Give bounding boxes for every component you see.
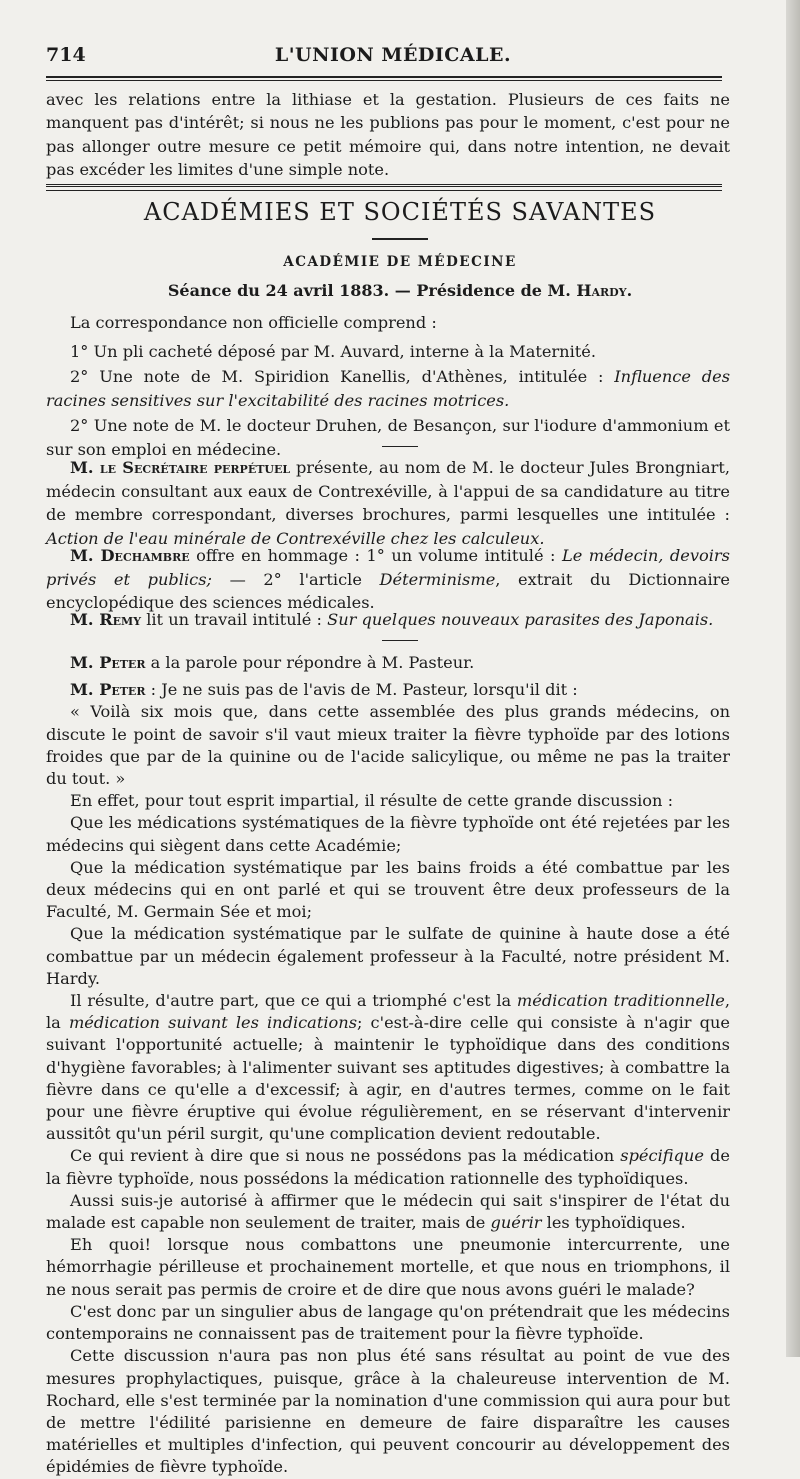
intro-text: avec les relations entre la lithiase et la gestation. Plusieurs de ces faits ne manquent pas d'intérêt; si nous ne les publions pas pour le moment, c'est pour ne pas allonger outre mesure ce petit mémoire qui, dans notre intention, ne devait pas excéder les limites d'une simple note. [46, 90, 730, 179]
peter-p6: Il résulte, d'autre part, que ce qui a triomphé c'est la médication traditionnelle, la médication suivant les indications; c'est-à-dire celle qui consiste à n'agir que suivant l'opportunité actuelle; à maintenir le typhoïdique dans des conditions d'hygiène favorables; à l'alimenter suivant ses aptitudes digestives; à combattre la fièvre dans ce qu'elle a d'excessif; à agir, en d'autres termes, comme on le fait pour une fièvre éruptive qui évolue régulièrement, en se réservant d'intervenir aussitôt qu'un péril surgit, qu'une complication devient redoutable. [46, 991, 730, 1144]
peter-p4: Que la médication systématique par les bains froids a été combattue par les deux médecins qui en ont parlé et qui se trouvent être deux professeurs de la Faculté, M. Germain Sée et moi; [46, 857, 730, 922]
peter-p2: En effet, pour tout esprit impartial, il résulte de cette grande discussion : [70, 791, 674, 811]
peter-p11: Cette discussion n'aura pas non plus été sans résultat au point de vue des mesures prophylactiques, puisque, grâce à la chaleureuse intervention de M. Rochard, elle s'est terminée par la nomination d'une commission qui aura pour but de mettre l'édilité parisienne en demeure de faire disparaître les causes matérielles et multiples d'infection, qui peuvent concourir au développement des épidémies de fièvre typhoïde. [46, 1346, 730, 1477]
peter-p5: Que la médication systématique par le sulfate de quinine à haute dose a été combattue par un médecin également professeur à la Faculté, notre président M. Hardy. [46, 924, 730, 988]
seance-end: . [626, 281, 633, 300]
president-name: Hardy [576, 281, 627, 300]
header-rule-thin [46, 80, 722, 81]
peter-name: M. Peter [70, 653, 146, 672]
title-underline [372, 238, 428, 240]
divider-2 [382, 640, 418, 641]
peter-p7: Ce qui revient à dire que si nous ne possédons pas la médication spécifique de la fièvre typhoïde, nous possédons la médication rationnelle des typhoïdiques. [46, 1146, 731, 1188]
dechambre-paragraph: M. Dechambre offre en hommage : 1° un volume intitulé : Le médecin, devoirs privés et publics; — 2° l'article Déterminisme, extrait du Dictionnaire encyclopédique des sciences médicales. [46, 546, 730, 613]
page-header [46, 44, 740, 74]
secretaire-work-title: Action de l'eau minérale de Contrexéville chez les calculeux. [46, 528, 545, 548]
peter-p8: Aussi suis-je autorisé à affirmer que le médecin qui sait s'inspirer de l'état du malade est capable non seulement de traiter, mais de guérir les typhoïdiques. [46, 1190, 730, 1233]
secretaire-name: M. le Secrétaire perpétuel [70, 458, 291, 477]
header-rule [46, 76, 722, 78]
dechambre-name: M. Dechambre [70, 546, 190, 565]
correspondance-item-3: 2° Une note de M. le docteur Druhen, de Besançon, sur l'iodure d'ammonium et sur son emploi en médecine. [46, 416, 730, 459]
seance-line [0, 281, 800, 300]
peter-p10: C'est donc par un singulier abus de langage qu'on prétendrait que les médecins contemporains ne connaissent pas de traitement pour la fièvre typhoïde. [46, 1301, 730, 1344]
running-title: L'UNION MÉDICALE. [274, 44, 512, 66]
correspondance-block [46, 311, 730, 462]
correspondance-intro: La correspondance non officielle comprend : [70, 313, 437, 332]
secretaire-paragraph: M. le Secrétaire perpétuel présente, au nom de M. le docteur Jules Brongniart, médecin consultant aux eaux de Contrexéville, à l'appui de sa candidature au titre de membre correspondant, diverses brochures, parmi lesquelles une intitulée : Action de l'eau minérale de Contrexéville chez les calculeux. [46, 458, 731, 548]
peter-discourse: M. Peter a la parole pour répondre à M. Pasteur. M. Peter : Je ne suis pas de l'avis de M. Pasteur, lorsqu'il dit : « Voilà six mois que, dans cette assemblée des plus grands médecins, on discute le point de savoir s'il vaut mieux traiter la fièvre typhoïde par des lotions froides que par de la quinine ou de l'acide salicylique, ou même ne pas la traiter du tout. » En effet, pour tout esprit impartial, il résulte de cette grande discussion : Que les médications systématiques de la fièvre typhoïde ont été rejetées par les médecins qui siègent dans cette Académie; Que la médication systématique par les bains froids a été combattue par les deux médecins qui en ont parlé et qui se trouvent être deux professeurs de la Faculté, M. Germain Sée et moi; Que la médication systématique par le sulfate de quinine à haute dose a été combattue par un médecin également professeur à la Faculté, notre président M. Hardy. Il résulte, d'autre part, que ce qui a triomphé c'est la médication traditionnelle, la médication suivant les indications; c'est-à-dire celle qui consiste à n'agir que suivant l'opportunité actuelle; à maintenir le typhoïdique dans des conditions d'hygiène favorables; à l'alimenter suivant ses aptitudes digestives; à combattre la fièvre dans ce qu'elle a d'excessif; à agir, en d'autres termes, comme on le fait pour une fièvre éruptive qui évolue régulièrement, en se réservant d'intervenir aussitôt qu'un péril surgit, qu'une complication devient redoutable. Ce qui revient à dire que si nous ne possédons pas la médication spécifique de la fièvre typhoïde, nous possédons la médication rationnelle des typhoïdiques. Aussi suis-je autorisé à affirmer que le médecin qui sait s'inspirer de l'état du malade est capable non seulement de traiter, mais de guérir les typhoïdiques. Eh quoi! lorsque nous combattons une pneumonie intercurrente, une hémorrhagie périlleuse et prochainement mortelle, et que nous en triomphons, il ne nous serait pas permis de croire et de dire que nous avons guéri le malade? C'est donc par un singulier abus de langage qu'on prétendrait que les médecins contemporains ne connaissent pas de traitement pour la fièvre typhoïde. Cette discussion n'aura pas non plus été sans résultat au point de vue des mesures prophylactiques, puisque, grâce à la chaleureuse intervention de M. Rochard, elle s'est terminée par la nomination d'une commission qui aura pour but de mettre l'édilité parisienne en demeure de faire disparaître les causes matérielles et multiples d'infection, qui peuvent concourir au développement des épidémies de fièvre typhoïde. [46, 652, 730, 1479]
peter-p9: Eh quoi! lorsque nous combattons une pneumonie intercurrente, une hémorrhagie périlleuse et prochainement mortelle, et que nous en triomphons, il ne nous serait pas permis de croire et de dire que nous avons guéri le malade? [46, 1235, 730, 1299]
peter-name-2: M. Peter [70, 680, 146, 700]
divider-1 [382, 446, 418, 447]
remy-paragraph: M. Remy lit un travail intitulé : Sur quelques nouveaux parasites des Japonais. [70, 610, 714, 629]
page-number: 714 [46, 44, 86, 66]
peter-quote: « Voilà six mois que, dans cette assemblée des plus grands médecins, on discute le point de savoir s'il vaut mieux traiter la fièvre typhoïde par des lotions froides que par de la quinine ou de l'acide salicylique, ou même ne pas la traiter du tout. » [46, 702, 730, 789]
section-subtitle: ACADÉMIE DE MÉDECINE [283, 254, 517, 270]
peter-p3: Que les médications systématiques de la fièvre typhoïde ont été rejetées par les médecins qui siègent dans cette Académie; [46, 813, 730, 855]
seance-label: Séance du 24 avril 1883. — Présidence de M. [167, 281, 577, 300]
section-title: ACADÉMIES ET SOCIÉTÉS SAVANTES [143, 198, 657, 226]
correspondance-item-2: 2° Une note de M. Spiridion Kanellis, d'Athènes, intitulée : Influence des racines sensitives sur l'excitabilité des racines motrices. [46, 367, 731, 410]
intro-paragraph [46, 88, 730, 181]
section-rule-thin [46, 190, 722, 191]
section-rule [46, 184, 722, 187]
correspondance-item-1: 1° Un pli cacheté déposé par M. Auvard, interne à la Maternité. [70, 341, 597, 361]
correspondance-item-2-title: Influence des racines sensitives sur l'excitabilité des racines motrices. [46, 367, 731, 410]
remy-name: M. Remy [70, 610, 142, 629]
